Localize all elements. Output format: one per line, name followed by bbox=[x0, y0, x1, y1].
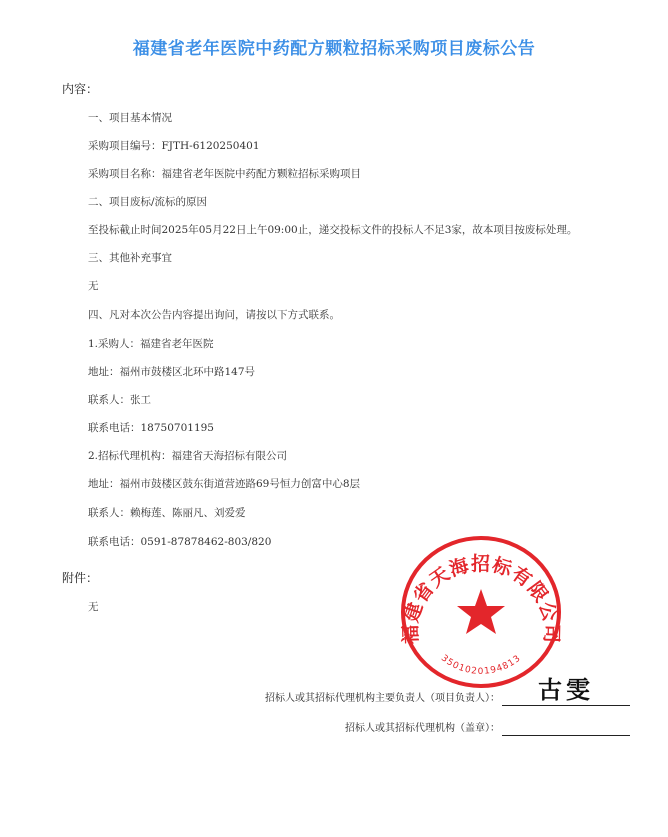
principal-signature: 古雯 bbox=[538, 675, 594, 704]
svg-text:3501020194813 bbox=[439, 653, 523, 676]
agency-contact: 联系人：赖梅莲、陈丽凡、刘爱爱 bbox=[88, 507, 246, 519]
section-heading-reason: 二、项目废标/流标的原因 bbox=[88, 196, 208, 208]
agency: 2.招标代理机构：福建省天海招标有限公司 bbox=[88, 450, 288, 462]
reason-text: 至投标截止时间2025年05月22日上午09:00止，递交投标文件的投标人不足3家，故本项目按废标处理。 bbox=[88, 224, 578, 236]
section-heading-basic-info: 一、项目基本情况 bbox=[88, 112, 172, 124]
section-heading-contact: 四、凡对本次公告内容提出询问，请按以下方式联系。 bbox=[88, 309, 340, 321]
agency-address: 地址：福州市鼓楼区鼓东街道营迹路69号恒力创富中心8层 bbox=[88, 478, 361, 490]
seal-label: 招标人或其招标代理机构（盖章）： bbox=[345, 723, 500, 734]
other-text: 无 bbox=[88, 280, 99, 292]
project-number: 采购项目编号：FJTH-6120250401 bbox=[88, 140, 260, 152]
agency-phone: 联系电话：0591-87878462-803/820 bbox=[88, 536, 272, 548]
attachment-value: 无 bbox=[88, 601, 99, 613]
attachment-label: 附件： bbox=[62, 571, 99, 585]
official-seal bbox=[398, 533, 564, 691]
purchaser-address: 地址：福州市鼓楼区北环中路147号 bbox=[88, 366, 256, 378]
seal-code-text: 3501020194813 bbox=[438, 653, 524, 677]
purchaser-contact: 联系人：张工 bbox=[88, 394, 151, 406]
principal-signature-row bbox=[265, 675, 630, 706]
seal-company-text: 福建省天海招标有限公司 bbox=[399, 553, 563, 645]
purchaser-phone: 联系电话：18750701195 bbox=[88, 422, 214, 434]
seal-signature-line bbox=[502, 715, 630, 736]
principal-label: 招标人或其招标代理机构主要负责人（项目负责人）： bbox=[265, 693, 500, 704]
content-label: 内容： bbox=[62, 82, 99, 96]
page-title: 福建省老年医院中药配方颗粒招标采购项目废标公告 bbox=[132, 39, 536, 59]
principal-signature-line bbox=[502, 675, 630, 706]
purchaser: 1.采购人：福建省老年医院 bbox=[88, 338, 214, 350]
project-name: 采购项目名称：福建省老年医院中药配方颗粒招标采购项目 bbox=[88, 168, 361, 180]
seal-star-icon bbox=[457, 589, 505, 634]
seal-signature-row bbox=[345, 715, 630, 736]
section-heading-other: 三、其他补充事宜 bbox=[88, 252, 172, 264]
